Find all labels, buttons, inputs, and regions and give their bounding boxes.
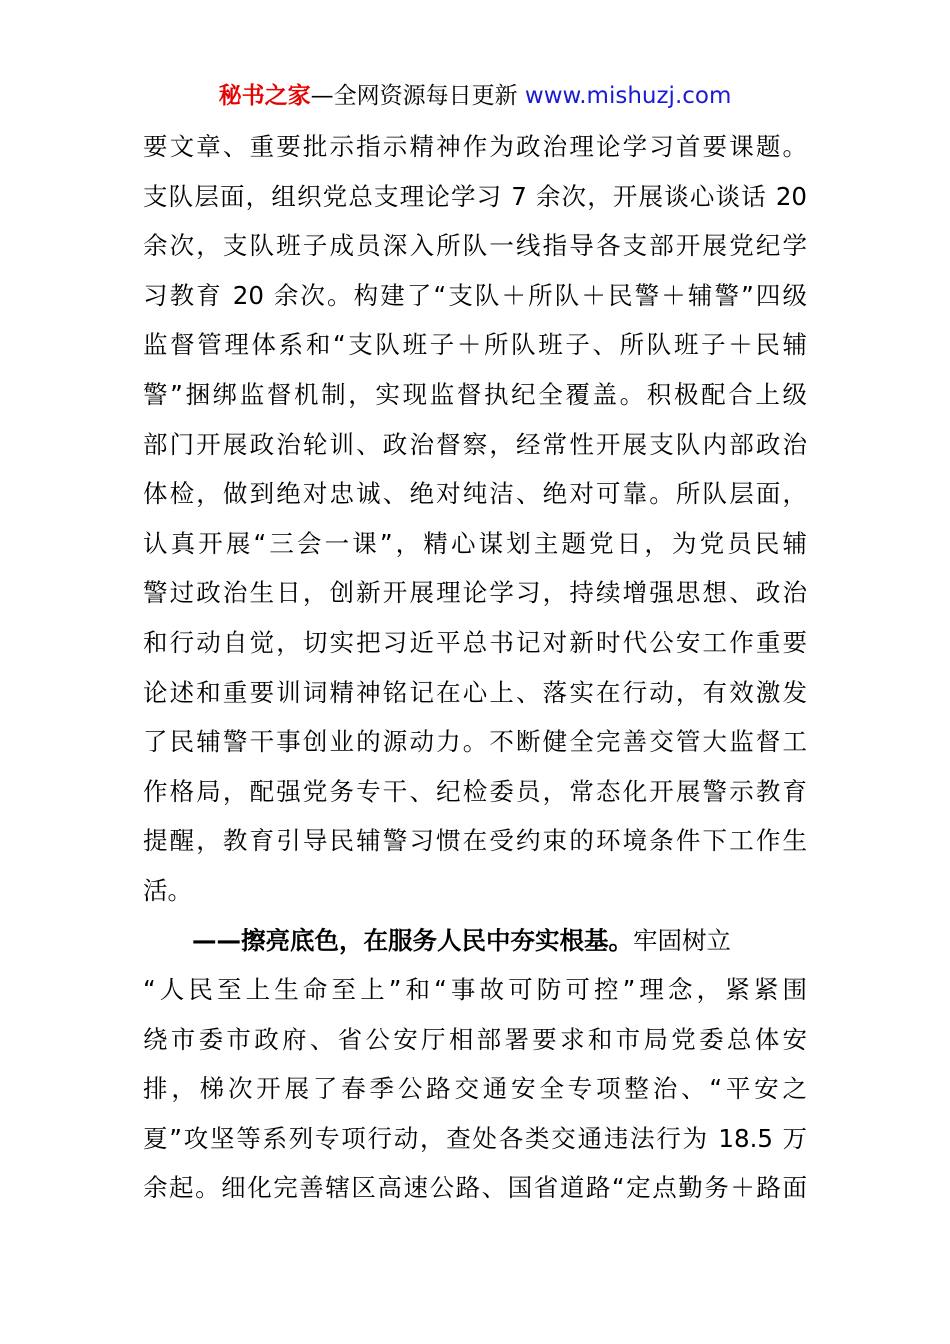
text-line: 支队层面，组织党总支理论学习 7 余次，开展谈心谈话 20 [143, 181, 807, 211]
text-line: 夏”攻坚等系列专项行动，查处各类交通违法行为 18.5 万 [143, 1123, 807, 1153]
text-line: 排，梯次开展了春季公路交通安全专项整治、“平安之 [143, 1074, 807, 1104]
site-header [0, 80, 950, 112]
text-line: “人民至上生命至上”和“事故可防可控”理念，紧紧围 [143, 975, 807, 1005]
text-line: 了民辅警干事创业的源动力。不断健全完善交管大监督工 [143, 727, 807, 757]
site-url-link[interactable]: www.mishuzj.com [524, 83, 732, 109]
paragraph-1 [143, 122, 807, 916]
site-brand: 秘书之家 [218, 83, 311, 109]
paragraph-2 [143, 916, 807, 1214]
text-line: 体检，做到绝对忠诚、绝对纯洁、绝对可靠。所队层面， [143, 479, 807, 509]
text-line: 作格局，配强党务专干、纪检委员，常态化开展警示教育 [143, 776, 807, 806]
text-line: 论述和重要训词精神铭记在心上、落实在行动，有效激发 [143, 677, 807, 707]
paragraph-2-first-line [143, 916, 807, 966]
text-line: 认真开展“三会一课”，精心谋划主题党日，为党员民辅 [143, 528, 807, 558]
text-line: 警过政治生日，创新开展理论学习，持续增强思想、政治 [143, 578, 807, 608]
text-line: 和行动自觉，切实把习近平总书记对新时代公安工作重要 [143, 627, 807, 657]
text-line: 监督管理体系和“支队班子＋所队班子、所队班子＋民辅 [143, 330, 807, 360]
text-line: 活。 [143, 875, 192, 905]
text-line: 提醒，教育引导民辅警习惯在受约束的环境条件下工作生 [143, 826, 807, 856]
text-line: 警”捆绑监督机制，实现监督执纪全覆盖。积极配合上级 [143, 379, 807, 409]
site-tagline: —全网资源每日更新 [310, 83, 518, 109]
section-heading: ——擦亮底色，在服务人民中夯实根基。 [192, 925, 633, 955]
text-line: 部门开展政治轮训、政治督察，经常性开展支队内部政治 [143, 429, 807, 459]
text-line: 余次，支队班子成员深入所队一线指导各支部开展党纪学 [143, 231, 807, 261]
text-line: 余起。细化完善辖区高速公路、国省道路“定点勤务＋路面 [143, 1173, 807, 1203]
document-body [143, 122, 807, 1213]
text-line: 习教育 20 余次。构建了“支队＋所队＋民警＋辅警”四级 [143, 280, 807, 310]
text-line: 要文章、重要批示指示精神作为政治理论学习首要课题。 [143, 132, 807, 161]
text-line: 绕市委市政府、省公安厅相部署要求和市局党委总体安 [143, 1024, 807, 1054]
heading-continuation: 牢固树立 [633, 925, 731, 955]
